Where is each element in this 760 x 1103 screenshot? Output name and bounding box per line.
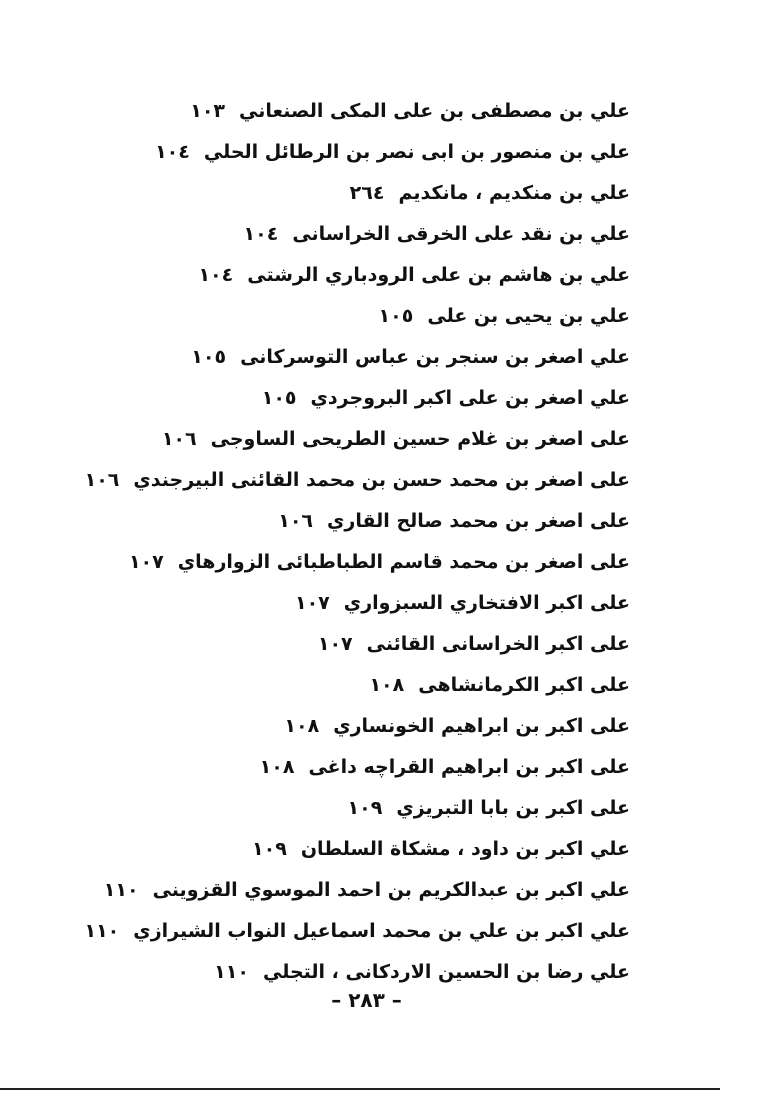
entry-name: علي بن منصور بن ابى نصر بن الرطائل الحلي [203, 141, 630, 163]
entry-name: على اكبر الخراسانى القائنى [366, 633, 630, 655]
index-entry [70, 96, 630, 137]
entry-page-ref: ١١٠ [214, 961, 249, 983]
index-entry [70, 629, 630, 670]
entry-page-ref: ١٠٥ [378, 305, 414, 327]
entry-page-ref: ١٠٤ [243, 223, 279, 245]
entry-page-ref: ١٠٧ [128, 551, 164, 573]
entry-name: علي بن نقد على الخرقى الخراسانى [292, 223, 630, 245]
entry-name: على اكبر الكرمانشاهى [418, 674, 630, 696]
entry-page-ref: ١٠٥ [261, 387, 297, 409]
index-entry [70, 547, 630, 588]
entry-name: علي اصغر بن على اكبر البروجردي [310, 387, 630, 409]
entry-name: علي اصغر بن سنجر بن عباس التوسركانى [240, 346, 630, 368]
index-entry [70, 260, 630, 301]
entry-page-ref: ١٠٩ [347, 797, 383, 819]
entry-name: علي اكبر بن داود ، مشكاة السلطان [300, 838, 630, 860]
entry-page-ref: ١٠٧ [294, 592, 330, 614]
index-entry [70, 383, 630, 424]
entry-name: على اكبر الافتخاري السبزواري [343, 592, 630, 614]
entry-name: علي بن مصطفى بن على المكى الصنعاني [239, 100, 630, 122]
entry-name: علي رضا بن الحسين الاردكانى ، التجلي [262, 961, 630, 983]
entry-page-ref: ١١٠ [103, 879, 139, 901]
entry-page-ref: ١٠٥ [191, 346, 227, 368]
entry-name: علي بن هاشم بن على الرودباري الرشتى [247, 264, 630, 286]
entry-name: علي اكبر بن عبدالكريم بن احمد الموسوي القزوينى [152, 879, 630, 901]
index-entry [70, 465, 630, 506]
entry-name: على اصغر بن محمد حسن بن محمد القائنى البيرجندي [133, 469, 630, 491]
index-entry [70, 711, 630, 752]
entry-name: على اصغر بن محمد صالح القاري [327, 510, 630, 532]
index-entry [70, 875, 630, 916]
entry-page-ref: ٢٦٤ [349, 182, 385, 204]
entry-page-ref: ١٠٨ [284, 715, 320, 737]
entry-page-ref: ١٠٦ [278, 510, 314, 532]
index-entry [70, 588, 630, 629]
entry-page-ref: ١٠٩ [252, 838, 287, 860]
index-entry [70, 178, 630, 219]
index-entry [70, 916, 630, 957]
entry-page-ref: ١٠٦ [161, 428, 197, 450]
index-entry [70, 219, 630, 260]
index-entry [70, 424, 630, 465]
entry-name: على اصغر بن محمد قاسم الطباطبائى الزوارهاي [177, 551, 630, 573]
index-list [70, 96, 630, 998]
entry-name: علي اكبر بن علي بن محمد اسماعيل النواب الشيرازي [133, 920, 630, 942]
index-entry [70, 670, 630, 711]
entry-name: على اصغر بن غلام حسين الطريحى الساوجى [210, 428, 630, 450]
entry-page-ref: ١٠٣ [190, 100, 226, 122]
index-entry [70, 834, 630, 875]
index-entry [70, 342, 630, 383]
bottom-rule [0, 1088, 720, 1090]
entry-page-ref: ١١٠ [84, 920, 120, 942]
entry-page-ref: ١٠٤ [155, 141, 190, 163]
entry-page-ref: ١٠٨ [259, 756, 295, 778]
index-entry [70, 137, 630, 178]
index-entry [70, 793, 630, 834]
index-entry [70, 301, 630, 342]
entry-name: على اكبر بن ابراهيم القراچه داغى [308, 756, 630, 778]
index-entry [70, 752, 630, 793]
entry-name: علي بن يحيى بن على [427, 305, 630, 327]
entry-page-ref: ١٠٦ [84, 469, 120, 491]
index-entry [70, 506, 630, 547]
entry-name: علي بن منكديم ، مانكديم [398, 182, 630, 204]
entry-name: على اكبر بن ابراهيم الخونساري [333, 715, 630, 737]
entry-page-ref: ١٠٨ [369, 674, 405, 696]
page-number: – ٢٨٣ – [331, 988, 402, 1012]
entry-page-ref: ١٠٧ [317, 633, 353, 655]
entry-page-ref: ١٠٤ [198, 264, 234, 286]
entry-name: على اكبر بن بابا التبريزي [396, 797, 630, 819]
